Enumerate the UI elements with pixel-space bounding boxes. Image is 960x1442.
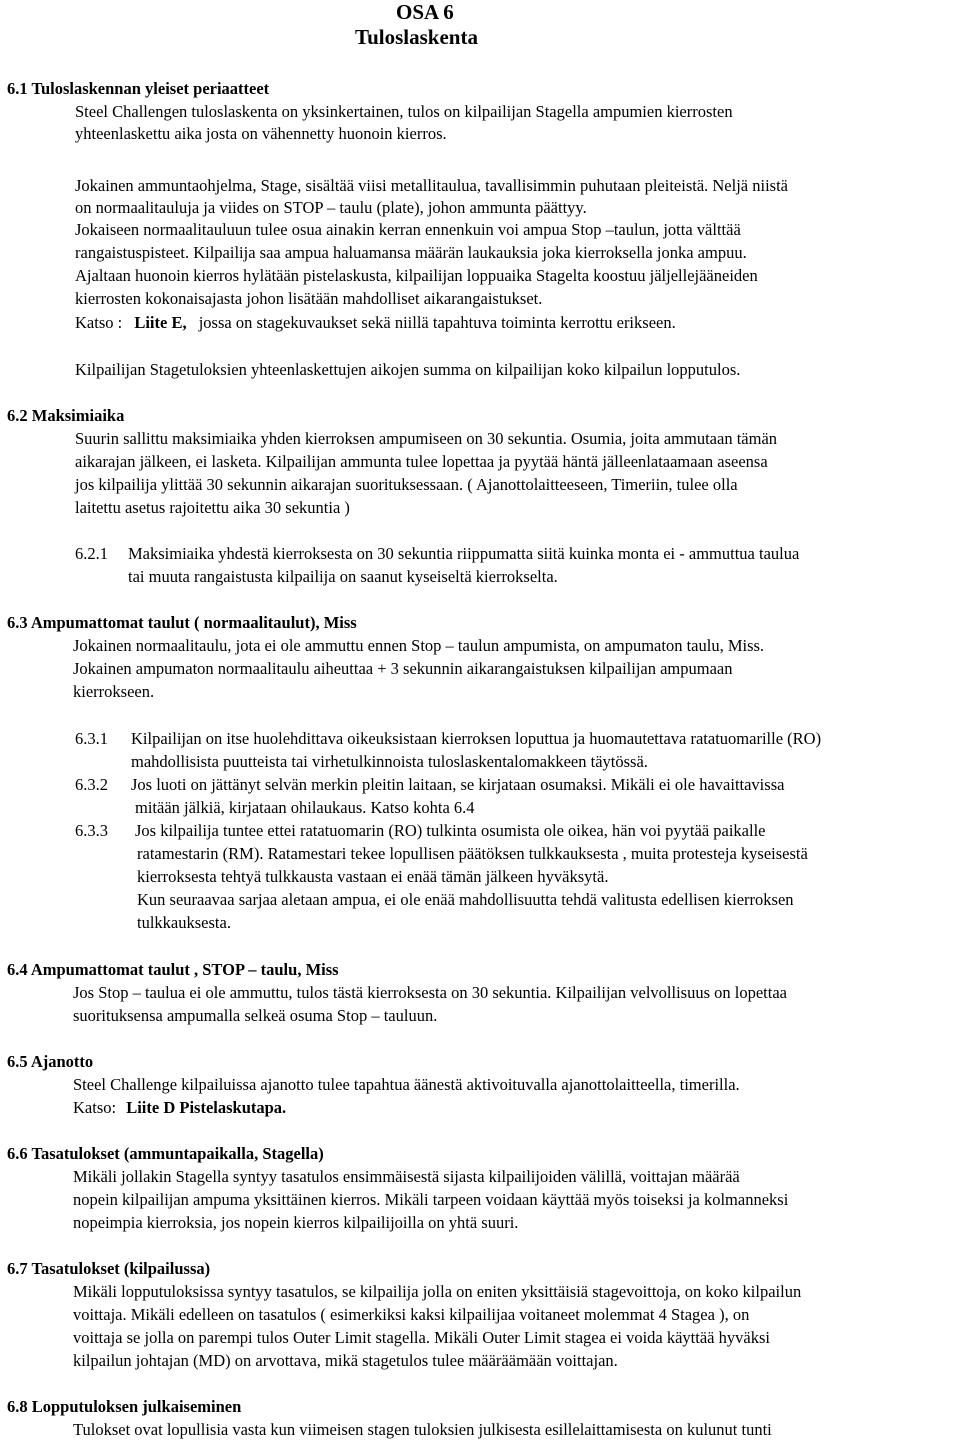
paragraph-line: jos kilpailija ylittää 30 sekunnin aikarajan suorituksessaan. ( Ajanottolaitteeseen, Timeriin, tulee olla — [75, 475, 738, 494]
appendix-e-reference: Liite E, — [134, 313, 187, 332]
paragraph-line: Jokaiseen normaalitauluun tulee osua ainakin kerran ennenkuin voi ampua Stop –taulun, jotta välttää — [75, 220, 741, 239]
paragraph-line: Ajaltaan huonoin kierros hylätään pistelaskusta, kilpailijan loppuaika Stagelta koostuu jäljellejääneiden — [75, 266, 758, 285]
appendix-e-description: jossa on stagekuvaukset sekä niillä tapahtuva toiminta kerrottu erikseen. — [198, 313, 676, 332]
appendix-d-reference: Liite D Pistelaskutapa. — [126, 1098, 287, 1117]
see-appendix-line — [73, 1098, 286, 1118]
section-6-6-heading: 6.6 Tasatulokset (ammuntapaikalla, Stagella) — [7, 1144, 324, 1163]
see-appendix-line — [75, 313, 676, 333]
paragraph-line: Jos luoti on jättänyt selvän merkin pleitin laitaan, se kirjataan osumaksi. Mikäli ei ole havaittavissa — [131, 775, 785, 794]
section-6-3-heading: 6.3 Ampumattomat taulut ( normaalitaulut), Miss — [7, 613, 357, 632]
paragraph-line: Kilpailijan Stagetuloksien yhteenlaskettujen aikojen summa on kilpailijan koko kilpailun lopputulos. — [75, 360, 741, 379]
paragraph-line: on normaalitauluja ja viides on STOP – taulu (plate), johon ammunta päättyy. — [75, 198, 587, 217]
paragraph-line: Mikäli lopputuloksissa syntyy tasatulos, se kilpailija jolla on eniten yksittäisiä stagevoittoja, on koko kilpailun — [73, 1282, 802, 1301]
paragraph-line: aikarajan jälkeen, ei lasketa. Kilpailijan ammunta tulee lopettaa ja pyytää häntä jälleenlataamaan aseensa — [75, 452, 768, 471]
paragraph-line: ratamestarin (RM). Ratamestari tekee lopullisen päätöksen tulkkauksesta , muita protesteja kyseisestä — [137, 844, 808, 863]
part-number: OSA 6 — [396, 0, 454, 24]
paragraph-line: kilpailun johtajan (MD) on arvottava, mikä stagetulos tulee määräämään voittajan. — [73, 1351, 618, 1370]
paragraph-line: Steel Challenge kilpailuissa ajanotto tulee tapahtua äänestä aktivoituvalla ajanottolaitteella, timerilla. — [73, 1075, 740, 1094]
paragraph-line: Suurin sallittu maksimiaika yhden kierroksen ampumiseen on 30 sekuntia. Osumia, joita ammutaan tämän — [75, 429, 778, 448]
section-6-5-heading: 6.5 Ajanotto — [7, 1052, 94, 1071]
section-6-4-heading: 6.4 Ampumattomat taulut , STOP – taulu, Miss — [7, 960, 339, 979]
subsection-number: 6.2.1 — [75, 544, 108, 563]
subsection-number: 6.3.1 — [75, 729, 108, 748]
paragraph-line: nopeimpia kierroksia, jos nopein kierros kilpailijoilla on yhtä suuri. — [73, 1213, 519, 1232]
paragraph-line: voittaja. Mikäli edelleen on tasatulos ( esimerkiksi kaksi kilpailijaa voitaneet molemmat 4 Stagea ), on — [73, 1305, 750, 1324]
section-6-7-heading: 6.7 Tasatulokset (kilpailussa) — [7, 1259, 211, 1278]
paragraph-line: yhteenlaskettu aika josta on vähennetty huonoin kierros. — [75, 124, 447, 143]
paragraph-line: kierrokseen. — [73, 682, 155, 701]
paragraph-line: nopein kilpailijan ampuma yksittäinen kierros. Mikäli tarpeen voidaan käyttää myös toiseksi ja kolmanneksi — [73, 1190, 789, 1209]
paragraph-line: mitään jälkiä, kirjataan ohilaukaus. Katso kohta 6.4 — [135, 798, 475, 817]
paragraph-line: rangaistuspisteet. Kilpailija saa ampua haluamansa määrän laukauksia joka kierroksella jonka ampuu. — [75, 243, 747, 262]
section-6-1-heading: 6.1 Tuloslaskennan yleiset periaatteet — [7, 79, 270, 98]
paragraph-line: mahdollisista puutteista tai virhetulkinnoista tuloslaskentalomakkeen täytössä. — [131, 752, 648, 771]
see-label: Katso : — [75, 313, 123, 332]
paragraph-line: Kun seuraavaa sarjaa aletaan ampua, ei ole enää mahdollisuutta tehdä valitusta edellisen kierroksen — [137, 890, 794, 909]
paragraph-line: laitettu asetus rajoitettu aika 30 sekuntia ) — [75, 498, 350, 517]
paragraph-line: tulkkauksesta. — [137, 913, 231, 932]
paragraph-line: kierrosten kokonaisajasta johon lisätään mahdolliset aikarangaistukset. — [75, 289, 543, 308]
paragraph-line: Steel Challengen tuloslaskenta on yksinkertainen, tulos on kilpailijan Stagella ampumien kierrosten — [75, 102, 733, 121]
paragraph-line: kierroksesta tehtyä tulkkausta vastaan ei enää tämän jälkeen hyväksytä. — [137, 867, 609, 886]
paragraph-line: Maksimiaika yhdestä kierroksesta on 30 sekuntia riippumatta siitä kuinka monta ei - ammuttua taulua — [128, 544, 800, 563]
paragraph-line: Kilpailijan on itse huolehdittava oikeuksistaan kierroksen loputtua ja huomautettava ratatuomarille (RO) — [131, 729, 822, 748]
paragraph-line: Jokainen normaalitaulu, jota ei ole ammuttu ennen Stop – taulun ampumista, on ampumaton taulu, Miss. — [73, 636, 765, 655]
part-title: Tuloslaskenta — [355, 25, 478, 49]
paragraph-line: Tulokset ovat lopullisia vasta kun viimeisen stagen tuloksien julkisesta esillelaittamisesta on kulunut tunti — [73, 1420, 772, 1439]
paragraph-line: Mikäli jollakin Stagella syntyy tasatulos ensimmäisestä sijasta kilpailijoiden välillä, voittajan määrää — [73, 1167, 740, 1186]
paragraph-line: Jokainen ampumaton normaalitaulu aiheuttaa + 3 sekunnin aikarangaistuksen kilpailijan ampumaan — [73, 659, 733, 678]
section-6-8-heading: 6.8 Lopputuloksen julkaiseminen — [7, 1397, 242, 1416]
see-label: Katso: — [73, 1098, 117, 1117]
paragraph-line: Jos kilpailija tuntee ettei ratatuomarin (RO) tulkinta osumista ole oikea, hän voi pyytää paikalle — [135, 821, 766, 840]
subsection-number: 6.3.2 — [75, 775, 108, 794]
paragraph-line: Jokainen ammuntaohjelma, Stage, sisältää viisi metallitaulua, tavallisimmin puhutaan pleiteistä. Neljä niistä — [75, 176, 788, 195]
section-6-2-heading: 6.2 Maksimiaika — [7, 406, 125, 425]
subsection-number: 6.3.3 — [75, 821, 108, 840]
paragraph-line: suorituksensa ampumalla selkeä osuma Stop – tauluun. — [73, 1006, 438, 1025]
paragraph-line: Jos Stop – taulua ei ole ammuttu, tulos tästä kierroksesta on 30 sekuntia. Kilpailijan velvollisuus on lopettaa — [73, 983, 787, 1002]
paragraph-line: voittaja se jolla on parempi tulos Outer Limit stagella. Mikäli Outer Limit stagea ei voida käyttää hyväksi — [73, 1328, 770, 1347]
paragraph-line: tai muuta rangaistusta kilpailija on saanut kyseiseltä kierrokselta. — [128, 567, 558, 586]
